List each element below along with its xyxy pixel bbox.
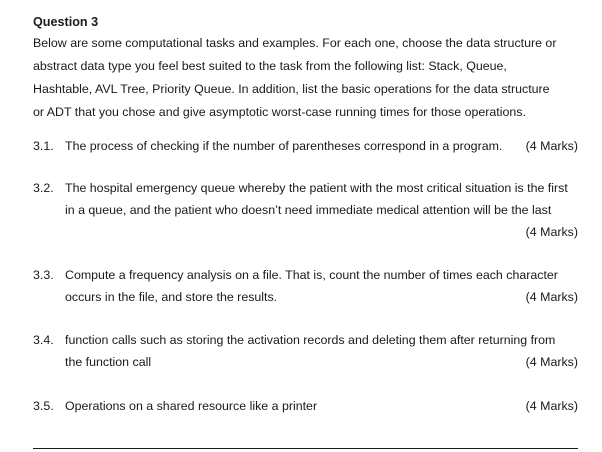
question-number: 3.4. (33, 333, 54, 347)
question-3-5 (33, 395, 578, 417)
question-marks: (4 Marks) (525, 139, 578, 153)
question-number: 3.3. (33, 268, 54, 282)
instructions-line: Below are some computational tasks and examples. For each one, choose the data structure or (33, 36, 557, 50)
bottom-divider (33, 448, 578, 449)
question-3-4 (33, 329, 578, 373)
question-marks: (4 Marks) (525, 225, 578, 239)
document-body (33, 12, 578, 417)
instructions-line: abstract data type you feel best suited to the task from the following list: Stack, Queue, (33, 59, 507, 73)
question-line: The process of checking if the number of parentheses correspond in a program. (65, 139, 503, 153)
question-line: Compute a frequency analysis on a file. That is, count the number of times each character (65, 268, 558, 282)
question-line: The hospital emergency queue whereby the patient with the most critical situation is the first (65, 181, 568, 195)
question-line: occurs in the file, and store the results. (65, 290, 278, 304)
question-3-2 (33, 177, 578, 243)
question-line: Operations on a shared resource like a printer (65, 399, 318, 413)
question-line: the function call (65, 355, 152, 369)
question-number: 3.1. (33, 139, 54, 153)
question-marks: (4 Marks) (525, 355, 578, 369)
question-text (65, 135, 578, 157)
question-text (65, 395, 578, 417)
instructions-paragraph (33, 32, 578, 124)
question-number: 3.2. (33, 181, 54, 195)
question-line: in a queue, and the patient who doesn’t need immediate medical attention will be the last (65, 203, 552, 217)
question-text (65, 177, 578, 221)
instructions-line: Hashtable, AVL Tree, Priority Queue. In addition, list the basic operations for the data structure (33, 82, 550, 96)
question-3-1 (33, 135, 578, 157)
question-title: Question 3 (33, 15, 99, 29)
question-marks: (4 Marks) (525, 290, 578, 304)
question-line: function calls such as storing the activation records and deleting them after returning from (65, 333, 556, 347)
question-marks: (4 Marks) (525, 399, 578, 413)
question-number: 3.5. (33, 399, 54, 413)
instructions-line: or ADT that you chose and give asymptotic worst-case running times for those operations. (33, 105, 526, 119)
question-3-3 (33, 264, 578, 308)
